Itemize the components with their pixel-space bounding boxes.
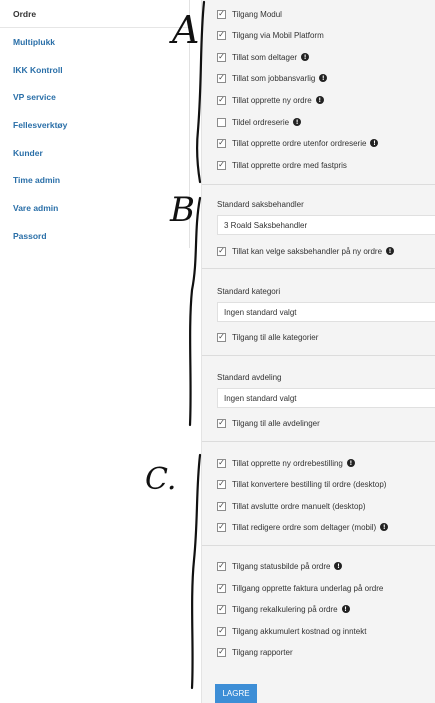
sidebar-item-passord[interactable]: Passord — [13, 230, 47, 241]
check-icon: ✓ — [218, 95, 225, 104]
checkbox-label: Tillgang opprette faktura underlag på ordre — [232, 583, 384, 593]
checkbox-label: Tillat som jobbansvarlig — [232, 73, 316, 83]
checkbox-label: Tillat som deltager — [232, 52, 298, 62]
checkbox-label: Tilgang rapporter — [232, 647, 293, 657]
settings-panel — [201, 0, 435, 703]
checkbox-label: Tillat opprette ny ordre — [232, 95, 312, 105]
checkbox[interactable] — [217, 523, 226, 532]
annotation-a: A — [172, 8, 200, 52]
check-icon: ✓ — [218, 73, 225, 82]
saksbehandler-label: Standard saksbehandler — [217, 200, 304, 209]
sidebar-item-time-admin[interactable]: Time admin — [13, 175, 61, 186]
avdeling-select[interactable]: Ingen standard valgt — [217, 388, 435, 408]
checkbox-label: Tildel ordreserie — [232, 117, 290, 127]
checkbox-label: Tilgang rekalkulering på ordre — [232, 604, 338, 614]
info-icon[interactable]: ! — [342, 605, 350, 613]
checkbox[interactable] — [217, 161, 226, 170]
checkbox-row[interactable] — [217, 71, 327, 85]
check-icon: ✓ — [218, 30, 225, 39]
checkbox-label: Tilgang akkumulert kostnad og inntekt — [232, 626, 367, 636]
divider — [202, 268, 435, 269]
checkbox[interactable] — [217, 480, 226, 489]
checkbox[interactable] — [217, 74, 226, 83]
check-icon: ✓ — [218, 522, 225, 531]
info-icon[interactable]: ! — [334, 562, 342, 570]
checkbox[interactable] — [217, 10, 226, 19]
checkbox[interactable] — [217, 419, 226, 428]
checkbox[interactable] — [217, 53, 226, 62]
checkbox-label: Tilgang via Mobil Platform — [232, 30, 324, 40]
checkbox[interactable] — [217, 139, 226, 148]
checkbox-row[interactable] — [217, 559, 342, 573]
checkbox[interactable] — [217, 584, 226, 593]
checkbox-row[interactable] — [217, 645, 293, 659]
check-icon: ✓ — [218, 561, 225, 570]
checkbox-row[interactable] — [217, 581, 383, 595]
info-icon[interactable]: ! — [319, 74, 327, 82]
info-icon[interactable]: ! — [347, 459, 355, 467]
divider — [202, 545, 435, 546]
info-icon[interactable]: ! — [293, 118, 301, 126]
check-icon: ✓ — [218, 479, 225, 488]
check-icon: ✓ — [218, 52, 225, 61]
check-icon: ✓ — [218, 501, 225, 510]
sidebar-item-kunder[interactable]: Kunder — [13, 147, 43, 158]
checkbox[interactable] — [217, 648, 226, 657]
checkbox-row[interactable] — [217, 330, 318, 344]
check-icon: ✓ — [218, 604, 225, 613]
kategori-label: Standard kategori — [217, 287, 281, 296]
checkbox[interactable] — [217, 502, 226, 511]
checkbox[interactable] — [217, 31, 226, 40]
checkbox-label: Tilgang til alle kategorier — [232, 332, 319, 342]
info-icon[interactable]: ! — [301, 53, 309, 61]
checkbox-label: Tillat konvertere bestilling til ordre (desktop) — [232, 479, 387, 489]
checkbox-label: Tillat avslutte ordre manuelt (desktop) — [232, 501, 366, 511]
divider — [202, 184, 435, 185]
sidebar-item-vp-service[interactable]: VP service — [13, 92, 56, 103]
annotation-brackets — [180, 0, 210, 703]
checkbox-label: Tilgang til alle avdelinger — [232, 418, 320, 428]
check-icon: ✓ — [218, 583, 225, 592]
checkbox[interactable] — [217, 459, 226, 468]
save-button[interactable]: LAGRE — [215, 684, 257, 703]
checkbox-row[interactable] — [217, 416, 320, 430]
check-icon: ✓ — [218, 458, 225, 467]
checkbox[interactable] — [217, 605, 226, 614]
checkbox-row[interactable] — [217, 624, 366, 638]
checkbox-row[interactable] — [217, 602, 350, 616]
checkbox[interactable] — [217, 247, 226, 256]
checkbox-row[interactable] — [217, 520, 388, 534]
saksbehandler-select[interactable]: 3 Roald Saksbehandler — [217, 215, 435, 235]
annotation-c: C. — [145, 462, 177, 497]
checkbox[interactable] — [217, 627, 226, 636]
info-icon[interactable]: ! — [370, 139, 378, 147]
checkbox-label: Tillat opprette ordre med fastpris — [232, 160, 347, 170]
check-icon: ✓ — [218, 626, 225, 635]
checkbox-label: Tilgang Modul — [232, 9, 282, 19]
checkbox[interactable] — [217, 562, 226, 571]
checkbox-row[interactable] — [217, 115, 301, 129]
check-icon: ✓ — [218, 246, 225, 255]
check-icon: ✓ — [218, 160, 225, 169]
sidebar-item-multiplukk[interactable]: Multiplukk — [13, 36, 56, 47]
check-icon: ✓ — [218, 138, 225, 147]
avdeling-label: Standard avdeling — [217, 373, 282, 382]
checkbox-label: Tilgang statusbilde på ordre — [232, 561, 331, 571]
annotation-b: B — [170, 190, 195, 230]
kategori-select[interactable]: Ingen standard valgt — [217, 302, 435, 322]
checkbox-row[interactable] — [217, 477, 386, 491]
info-icon[interactable]: ! — [316, 96, 324, 104]
sidebar-item-ordre[interactable]: Ordre — [0, 0, 189, 28]
checkbox[interactable] — [217, 333, 226, 342]
checkbox-label: Tillat opprette ny ordrebestilling — [232, 458, 343, 468]
checkbox-row[interactable] — [217, 244, 394, 258]
checkbox-row[interactable] — [217, 158, 347, 172]
sidebar-item-fellesverktoy[interactable]: Fellesverktøy — [13, 119, 68, 130]
sidebar-item-vare-admin[interactable]: Vare admin — [13, 202, 59, 213]
checkbox-row[interactable] — [217, 136, 378, 150]
sidebar — [0, 0, 190, 248]
checkbox-label: Tillat opprette ordre utenfor ordreserie — [232, 138, 367, 148]
checkbox-row[interactable] — [217, 93, 324, 107]
checkbox[interactable] — [217, 118, 226, 127]
check-icon: ✓ — [218, 9, 225, 18]
info-icon[interactable]: ! — [380, 523, 388, 531]
check-icon: ✓ — [218, 332, 225, 341]
sidebar-item-ikk-kontroll[interactable]: IKK Kontroll — [13, 64, 63, 75]
divider — [202, 441, 435, 442]
checkbox-row[interactable] — [217, 7, 282, 21]
checkbox-row[interactable] — [217, 50, 309, 64]
check-icon: ✓ — [218, 418, 225, 427]
info-icon[interactable]: ! — [386, 247, 394, 255]
divider — [202, 355, 435, 356]
checkbox-row[interactable] — [217, 456, 355, 470]
check-icon: ✓ — [218, 647, 225, 656]
checkbox[interactable] — [217, 96, 226, 105]
checkbox-label: Tillat kan velge saksbehandler på ny ordre — [232, 246, 383, 256]
checkbox-label: Tillat redigere ordre som deltager (mobil) — [232, 522, 377, 532]
checkbox-row[interactable] — [217, 28, 324, 42]
checkbox-row[interactable] — [217, 499, 366, 513]
